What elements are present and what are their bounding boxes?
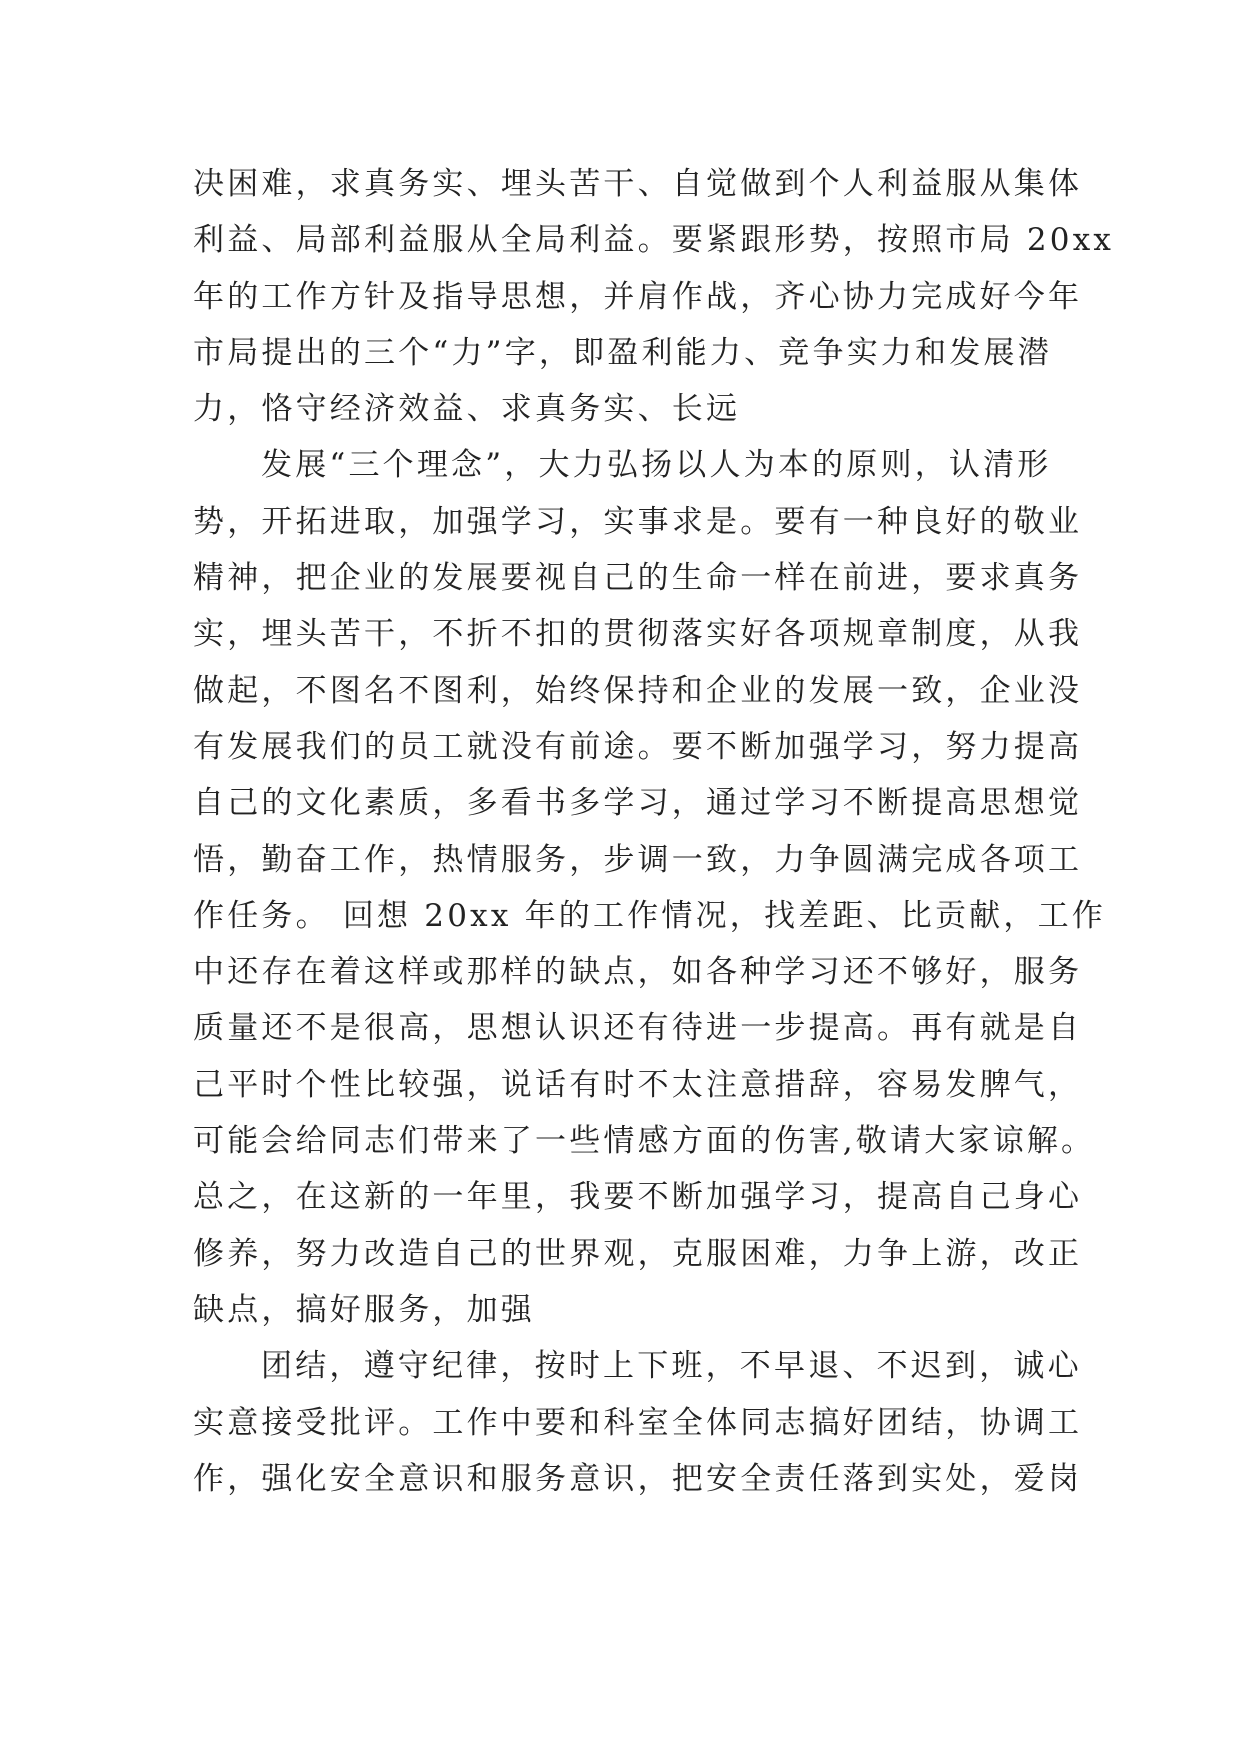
- text-line: 精神，把企业的发展要视自己的生命一样在前进，要求真务: [193, 560, 1083, 597]
- text-line: 实意接受批评。工作中要和科室全体同志搞好团结，协调工: [193, 1404, 1083, 1441]
- text-line: 决困难，求真务实、埋头苦干、自觉做到个人利益服从集体: [193, 166, 1083, 202]
- text-line: 自己的文化素质，多看书多学习，通过学习不断提高思想觉: [193, 785, 1083, 822]
- text-line: 年的工作方针及指导思想，并肩作战，齐心协力完成好今年: [193, 278, 1083, 315]
- text-line: 有发展我们的员工就没有前途。要不断加强学习，努力提高: [193, 728, 1083, 765]
- text-line: 修养，努力改造自己的世界观，克服困难，力争上游，改正: [193, 1235, 1083, 1272]
- body-text: [193, 156, 1115, 1507]
- text-line: 可能会给同志们带来了一些情感方面的伤害,敬请大家谅解。: [193, 1123, 1096, 1160]
- text-line: 势，开拓进取，加强学习，实事求是。要有一种良好的敬业: [193, 503, 1083, 540]
- text-line: 己平时个性比较强，说话有时不太注意措辞，容易发脾气，: [193, 1066, 1083, 1103]
- text-line: 中还存在着这样或那样的缺点，如各种学习还不够好，服务: [193, 954, 1083, 991]
- text-line: 作，强化安全意识和服务意识，把安全责任落到实处，爱岗: [193, 1460, 1083, 1497]
- text-line: 实，埋头苦干，不折不扣的贯彻落实好各项规章制度，从我: [193, 616, 1083, 653]
- text-line: 总之，在这新的一年里，我要不断加强学习，提高自己身心: [193, 1179, 1083, 1216]
- paragraph-first-line: 发展“三个理念”，大力弘扬以人为本的原则，认清形: [261, 447, 1052, 484]
- text-line: 力，恪守经济效益、求真务实、长远: [193, 391, 741, 428]
- text-line: 做起，不图名不图利，始终保持和企业的发展一致，企业没: [193, 672, 1083, 709]
- text-line: 悟，勤奋工作，热情服务，步调一致，力争圆满完成各项工: [193, 841, 1083, 878]
- text-line: 市局提出的三个“力”字，即盈利能力、竞争实力和发展潜: [193, 334, 1052, 371]
- text-line: 缺点，搞好服务，加强: [193, 1291, 535, 1328]
- text-line: 利益、局部利益服从全局利益。要紧跟形势，按照市局 20xx: [193, 222, 1115, 259]
- text-line: 作任务。 回想 20xx 年的工作情况，找差距、比贡献，工作: [193, 897, 1106, 934]
- text-line: 质量还不是很高，思想认识还有待进一步提高。再有就是自: [193, 1010, 1083, 1047]
- paragraph-first-line: 团结，遵守纪律，按时上下班，不早退、不迟到，诚心: [261, 1348, 1082, 1385]
